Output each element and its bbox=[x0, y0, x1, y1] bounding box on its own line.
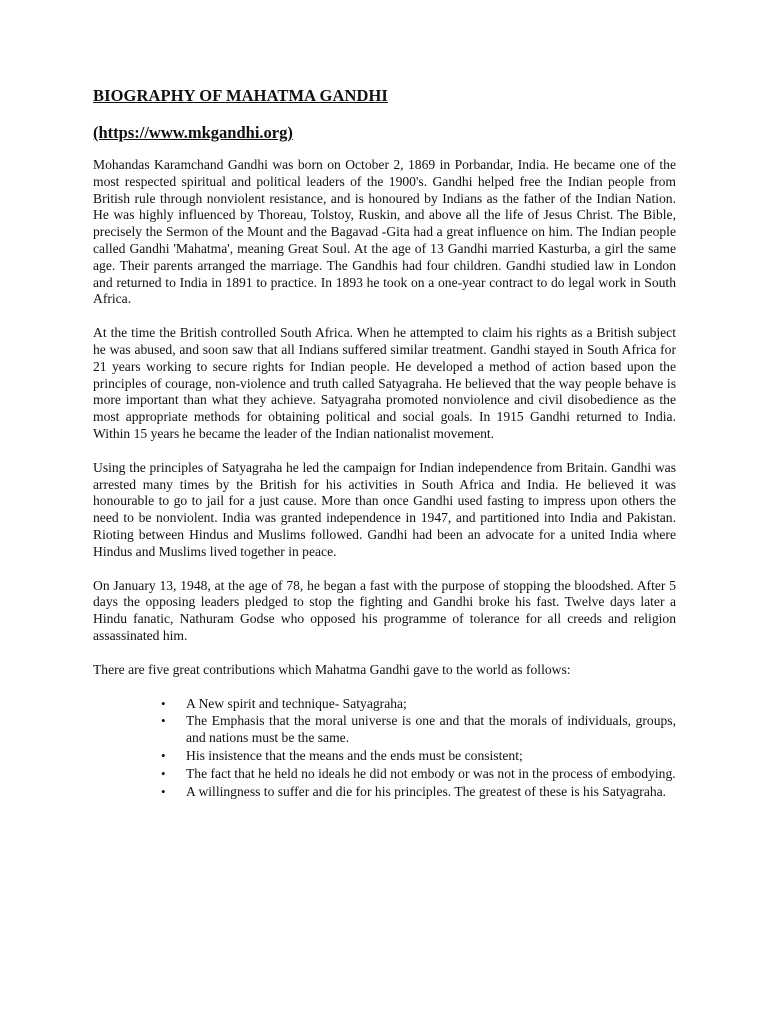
list-item-text: The fact that he held no ideals he did not embody or was not in the process of embodying. bbox=[186, 765, 676, 781]
list-item-text: A New spirit and technique- Satyagraha; bbox=[186, 695, 407, 711]
source-link[interactable]: (https://www.mkgandhi.org) bbox=[93, 123, 293, 142]
document-page bbox=[93, 86, 676, 801]
document-title: BIOGRAPHY OF MAHATMA GANDHI bbox=[93, 86, 388, 105]
paragraph-south-africa: At the time the British controlled South Africa. When he attempted to claim his rights as a British subject he was abused, and soon saw that all Indians suffered similar treatment. Gandhi stayed in South Africa for 21 years working to secure rights for Indian people. He developed a method of action based upon the principles of courage, non-violence and truth called Satyagraha. He believed that the way people behave is more important than what they achieve. Satyagraha promoted nonviolence and civil disobedience as the most appropriate methods for obtaining political and social goals. In 1915 Gandhi returned to India. Within 15 years he became the leader of the Indian nationalist movement. bbox=[93, 325, 676, 441]
list-item-text: A willingness to suffer and die for his principles. The greatest of these is his Satyagraha. bbox=[186, 783, 667, 799]
paragraph-independence: Using the principles of Satyagraha he led the campaign for Indian independence from Britain. Gandhi was arrested many times by the British for his activities in South Africa and India. He believed it was honourable to go to jail for a just cause. More than once Gandhi used fasting to impress upon others the need to be nonviolent. India was granted independence in 1947, and partitioned into India and Pakistan. Rioting between Hindus and Muslims followed. Gandhi had been an advocate for a united India where Hindus and Muslims lived together in peace. bbox=[93, 459, 676, 559]
bullet-icon: • bbox=[161, 765, 166, 781]
list-item bbox=[161, 783, 676, 801]
list-item bbox=[161, 765, 676, 783]
paragraph-contributions-intro: There are five great contributions which Mahatma Gandhi gave to the world as follows: bbox=[93, 661, 571, 677]
bullet-icon: • bbox=[161, 695, 166, 711]
bullet-icon: • bbox=[161, 713, 166, 729]
paragraph-death: On January 13, 1948, at the age of 78, he began a fast with the purpose of stopping the bloodshed. After 5 days the opposing leaders pledged to stop the fighting and Gandhi broke his fast. Twelve days later a Hindu fanatic, Nathuram Godse who opposed his programme of tolerance for all creeds and religion assassinated him. bbox=[93, 577, 676, 643]
list-item bbox=[161, 713, 676, 747]
list-item bbox=[161, 747, 676, 765]
contributions-list bbox=[93, 696, 676, 801]
list-item bbox=[161, 695, 676, 713]
bullet-icon: • bbox=[161, 783, 166, 799]
paragraph-early-life: Mohandas Karamchand Gandhi was born on October 2, 1869 in Porbandar, India. He became one of the most respected spiritual and political leaders of the 1900's. Gandhi helped free the Indian people from British rule through nonviolent resistance, and is honoured by Indians as the father of the Indian Nation. He was highly influenced by Thoreau, Tolstoy, Ruskin, and above all the life of Jesus Christ. The Bible, precisely the Sermon of the Mount and the Bagavad -Gita had a great influence on him. The Indian people called Gandhi 'Mahatma', meaning Great Soul. At the age of 13 Gandhi married Kasturba, a girl the same age. Their parents arranged the marriage. The Gandhis had four children. Gandhi studied law in London and returned to India in 1891 to practice. In 1893 he took on a one-year contract to do legal work in South Africa. bbox=[93, 157, 676, 307]
bullet-icon: • bbox=[161, 747, 166, 763]
list-item-text: His insistence that the means and the ends must be consistent; bbox=[186, 747, 523, 763]
list-item-text: The Emphasis that the moral universe is one and that the morals of individuals, groups, and nations must be the same. bbox=[186, 713, 676, 746]
